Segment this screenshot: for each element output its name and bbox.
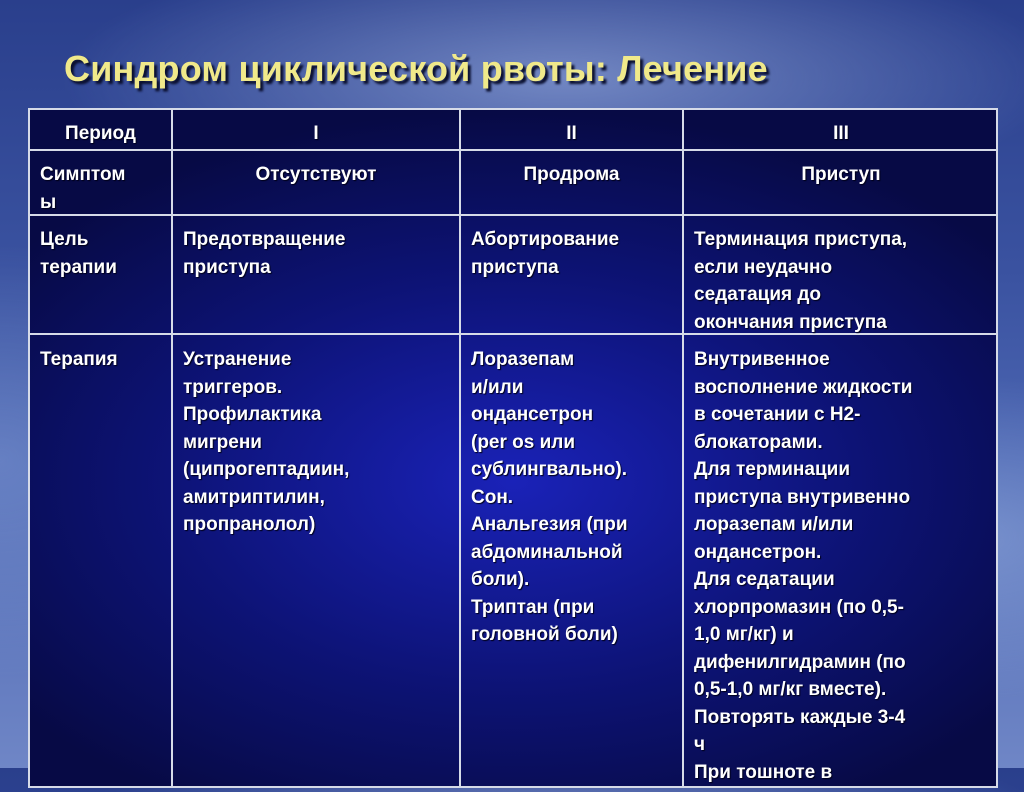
goal-period-3-cell: Терминация приступа, если неудачно седатация до окончания приступа [694,229,908,333]
treatment-table [28,108,998,788]
table-divider [30,214,996,216]
header-period-1-cell: I [313,123,319,144]
therapy-label-cell: Терапия [40,349,118,370]
symptoms-period-2-cell: Продрома [523,164,620,185]
therapy-period-3-cell: Внутривенное восполнение жидкости в сочетании с Н2- блокаторами. Для терминации приступа внутривенно лоразепам и/или ондансетрон. Для седатации хлорпромазин (по 0,5- 1,0 мг/кг) и дифенилгидрамин (по 0,5-1,0 мг/кг вместе). Повторять каждые 3-4 ч При тошноте в [694,349,913,783]
header-period-3-cell: III [833,123,849,144]
header-period-cell: Период [65,123,136,144]
symptoms-period-3-cell: Приступ [801,164,881,185]
header-period-2-cell: II [566,123,577,144]
symptoms-period-1-cell: Отсутствуют [255,164,377,185]
symptoms-label-cell: Симптом ы [40,164,126,213]
goal-period-1-cell: Предотвращение приступа [183,229,346,278]
therapy-period-1-cell: Устранение триггеров. Профилактика мигрени (ципрогептадиин, амитриптилин, пропранолол) [183,349,350,535]
goal-period-2-cell: Абортирование приступа [471,229,620,278]
therapy-period-2-cell: Лоразепам и/или ондансетрон (per os или сублингвально). Сон. Анальгезия (при абдоминальной боли). Триптан (при головной боли) [471,349,628,645]
slide-title: Синдром циклической рвоты: Лечение [64,48,768,89]
goal-label-cell: Цель терапии [40,229,117,278]
